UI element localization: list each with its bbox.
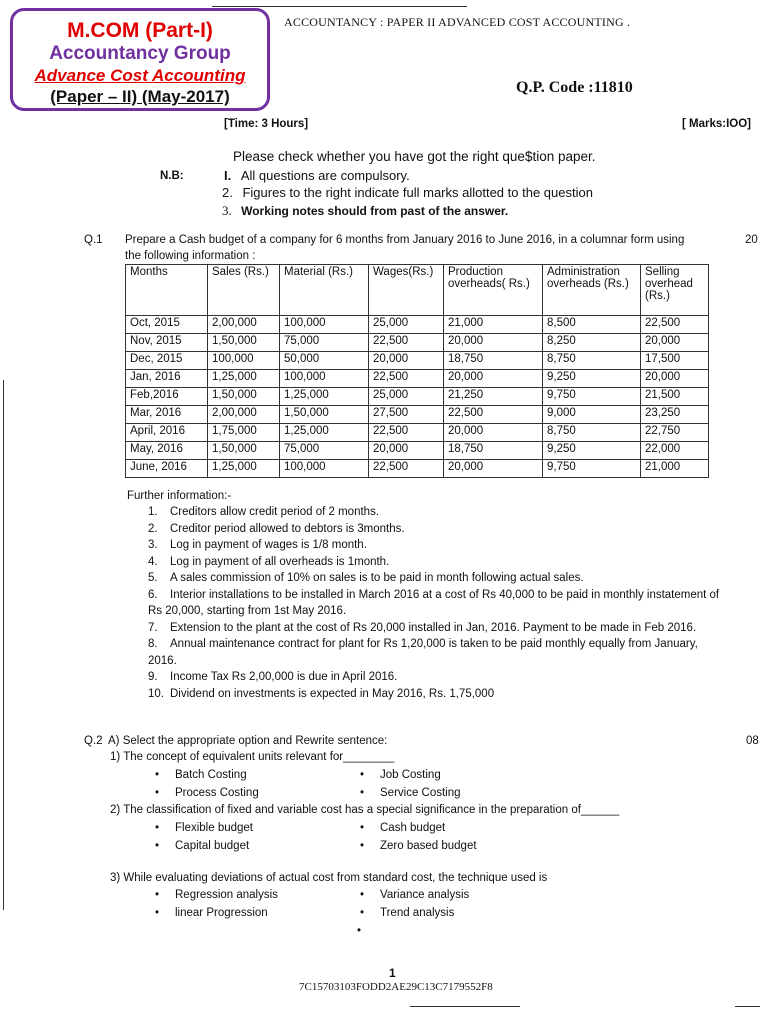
qp-code: Q.P. Code :11810 (516, 79, 633, 96)
table-cell: 22,000 (641, 442, 709, 460)
footer-rule (410, 1006, 520, 1007)
option: • Process Costing (155, 787, 259, 799)
list-item-num: 7. (148, 621, 158, 634)
q2-sub2-text: 2) The classification of fixed and variable cost has a special significance in the preparation of______ (110, 804, 620, 816)
table-cell: 20,000 (369, 352, 444, 370)
list-item (148, 570, 728, 587)
instruction-1 (224, 168, 410, 183)
table-cell: Mar, 2016 (126, 406, 208, 424)
table-row (126, 388, 709, 406)
table-cell: 1,50,000 (208, 334, 280, 352)
badge-paper: (Paper – II) (May-2017) (50, 87, 230, 106)
table-cell: 20,000 (641, 334, 709, 352)
q2-sub3-text: 3) While evaluating deviations of actual cost from standard cost, the technique used is (110, 872, 548, 884)
q1-text-line2: the following information : (125, 250, 256, 262)
option: • Service Costing (360, 787, 461, 799)
table-cell: Nov, 2015 (126, 334, 208, 352)
instruction-num: 2. (222, 185, 233, 200)
table-cell: 100,000 (280, 370, 369, 388)
q2-marks: 08 (746, 735, 759, 747)
list-item-num: 6. (148, 588, 158, 601)
table-row (126, 406, 709, 424)
page-number: 1 (389, 966, 396, 980)
option: • Trend analysis (360, 907, 454, 919)
table-cell: 21,500 (641, 388, 709, 406)
table-row (126, 424, 709, 442)
table-cell: 20,000 (641, 370, 709, 388)
table-cell: 100,000 (280, 460, 369, 478)
list-item-num: 10. (148, 687, 164, 700)
col-header: Production overheads( Rs.) (444, 265, 543, 316)
table-cell: 22,500 (641, 316, 709, 334)
table-cell: 1,75,000 (208, 424, 280, 442)
col-header: Material (Rs.) (280, 265, 369, 316)
top-rule (212, 6, 467, 7)
paper-code: 7C15703103FODD2AE29C13C7179552F8 (299, 981, 493, 993)
table-cell: 21,250 (444, 388, 543, 406)
table-cell: 22,500 (369, 334, 444, 352)
table-cell: 27,500 (369, 406, 444, 424)
list-item-text: Creditors allow credit period of 2 months. (170, 506, 380, 518)
table-row (126, 442, 709, 460)
q1-marks: 20 (745, 234, 758, 246)
col-header: Sales (Rs.) (208, 265, 280, 316)
table-cell: 9,250 (543, 370, 641, 388)
list-item-num: 2. (148, 522, 158, 535)
list-item-text: Log in payment of wages is 1/8 month. (170, 539, 367, 551)
table-cell: 8,750 (543, 352, 641, 370)
further-info-label: Further information:- (127, 490, 232, 502)
table-cell: 22,500 (444, 406, 543, 424)
list-item-num: 5. (148, 572, 158, 584)
col-header: Months (126, 265, 208, 316)
table-cell: 100,000 (208, 352, 280, 370)
table-cell: Oct, 2015 (126, 316, 208, 334)
cash-budget-table (125, 264, 709, 478)
q1-label: Q.1 (84, 234, 103, 246)
list-item (148, 537, 728, 554)
table-cell: 75,000 (280, 442, 369, 460)
table-cell: 9,750 (543, 460, 641, 478)
subject-badge (10, 8, 270, 111)
option: • Batch Costing (155, 769, 247, 781)
table-cell: 22,750 (641, 424, 709, 442)
table-cell: Dec, 2015 (126, 352, 208, 370)
option: • Zero based budget (360, 840, 477, 852)
table-cell: June, 2016 (126, 460, 208, 478)
table-cell: 8,750 (543, 424, 641, 442)
option: • Regression analysis (155, 889, 278, 901)
table-cell: 1,50,000 (208, 388, 280, 406)
list-item-text: Log in payment of all overheads is 1month. (170, 555, 390, 568)
list-item-text: A sales commission of 10% on sales is to be paid in month following actual sales. (170, 572, 584, 584)
table-cell: 1,50,000 (208, 442, 280, 460)
list-item-num: 8. (148, 638, 158, 650)
table-cell: 1,25,000 (280, 424, 369, 442)
table-cell: 20,000 (369, 442, 444, 460)
table-cell: 20,000 (444, 370, 543, 388)
table-cell: 8,500 (543, 316, 641, 334)
badge-group: Accountancy Group (49, 43, 231, 64)
table-cell: 1,25,000 (280, 388, 369, 406)
table-cell: 100,000 (280, 316, 369, 334)
list-item-text: Income Tax Rs 2,00,000 is due in April 2016. (170, 671, 398, 683)
empty-bullet: • (357, 925, 362, 937)
option: • Capital budget (155, 840, 249, 852)
table-cell: 20,000 (444, 334, 543, 352)
table-cell: 17,500 (641, 352, 709, 370)
table-cell: May, 2016 (126, 442, 208, 460)
table-cell: 23,250 (641, 406, 709, 424)
instruction-text: All questions are compulsory. (240, 168, 410, 183)
nb-label: N.B: (160, 170, 184, 182)
table-row (126, 460, 709, 478)
col-header: Wages(Rs.) (369, 265, 444, 316)
list-item-text: Creditor period allowed to debtors is 3months. (170, 522, 405, 535)
instruction-text: Figures to the right indicate full marks allotted to the question (242, 185, 593, 200)
badge-course: M.COM (Part-I) (67, 19, 213, 42)
table-cell: 20,000 (444, 424, 543, 442)
badge-subject: Advance Cost Accounting (34, 66, 246, 85)
footer-rule-right (735, 1006, 760, 1007)
list-item-num: 4. (148, 555, 158, 568)
table-body (126, 316, 709, 478)
table-cell: 9,000 (543, 406, 641, 424)
instruction-text: Working notes should from past of the answer. (241, 204, 509, 218)
option: • linear Progression (155, 907, 268, 919)
table-cell: 2,00,000 (208, 316, 280, 334)
table-cell: 1,25,000 (208, 460, 280, 478)
option: • Cash budget (360, 822, 445, 834)
instruction-2 (222, 185, 593, 200)
table-cell: 22,500 (369, 424, 444, 442)
table-cell: 18,750 (444, 352, 543, 370)
q2-sub1-text: 1) The concept of equivalent units relevant for________ (110, 751, 395, 763)
list-item (148, 636, 728, 669)
further-info-list (148, 504, 728, 702)
table-cell: Feb,2016 (126, 388, 208, 406)
list-item (148, 554, 728, 571)
table-cell: Jan, 2016 (126, 370, 208, 388)
instruction-num: 3. (222, 203, 232, 218)
table-cell: 9,250 (543, 442, 641, 460)
list-item-text: Annual maintenance contract for plant for Rs 1,20,000 is taken to be paid monthly equally from January, 2016. (148, 638, 698, 667)
table-row (126, 370, 709, 388)
table-cell: 25,000 (369, 388, 444, 406)
instruction-num: I. (224, 168, 232, 183)
option: • Variance analysis (360, 889, 469, 901)
table-cell: 9,750 (543, 388, 641, 406)
table-cell: 22,500 (369, 460, 444, 478)
list-item (148, 521, 728, 538)
table-row (126, 334, 709, 352)
q1-text-line1: Prepare a Cash budget of a company for 6 months from January 2016 to June 2016, in a columnar form using (125, 234, 685, 246)
table-cell: 25,000 (369, 316, 444, 334)
max-marks: [ Marks:IOO] (682, 118, 752, 130)
table-cell: 1,50,000 (280, 406, 369, 424)
table-cell: 50,000 (280, 352, 369, 370)
list-item (148, 504, 728, 521)
instruction-3 (222, 203, 508, 219)
table-cell: 75,000 (280, 334, 369, 352)
table-cell: 22,500 (369, 370, 444, 388)
col-header: Selling overhead (Rs.) (641, 265, 709, 316)
table-cell: 2,00,000 (208, 406, 280, 424)
table-header-row (126, 265, 709, 316)
list-item-text: Interior installations to be installed in March 2016 at a cost of Rs 40,000 to be paid in monthly instatement of Rs 20,000, starting from 1st May 2016. (148, 588, 720, 617)
please-check-note: Please check whether you have got the right que$tion paper. (233, 149, 596, 164)
table-row (126, 352, 709, 370)
list-item (148, 686, 728, 703)
paper-title: ACCOUNTANCY : PAPER II ADVANCED COST ACCOUNTING . (284, 15, 631, 29)
table-cell: 1,25,000 (208, 370, 280, 388)
q2-intro: A) Select the appropriate option and Rewrite sentence: (108, 735, 388, 747)
option: • Flexible budget (155, 822, 253, 834)
q2-label: Q.2 (84, 735, 103, 747)
table-cell: 8,250 (543, 334, 641, 352)
list-item-num: 3. (148, 539, 158, 551)
list-item-num: 9. (148, 671, 158, 683)
list-item (148, 669, 728, 686)
list-item-num: 1. (148, 506, 158, 518)
col-header: Administration overheads (Rs.) (543, 265, 641, 316)
option: • Job Costing (360, 769, 441, 781)
table-cell: April, 2016 (126, 424, 208, 442)
list-item-text: Extension to the plant at the cost of Rs 20,000 installed in Jan, 2016. Payment to be made in Feb 2016. (170, 621, 697, 634)
list-item (148, 620, 728, 637)
table-row (126, 316, 709, 334)
list-item (148, 587, 728, 620)
table-cell: 21,000 (444, 316, 543, 334)
margin-line (3, 380, 4, 910)
table-cell: 21,000 (641, 460, 709, 478)
list-item-text: Dividend on investments is expected in May 2016, Rs. 1,75,000 (170, 687, 495, 700)
time: [Time: 3 Hours] (224, 118, 309, 130)
table-cell: 18,750 (444, 442, 543, 460)
table-cell: 20,000 (444, 460, 543, 478)
